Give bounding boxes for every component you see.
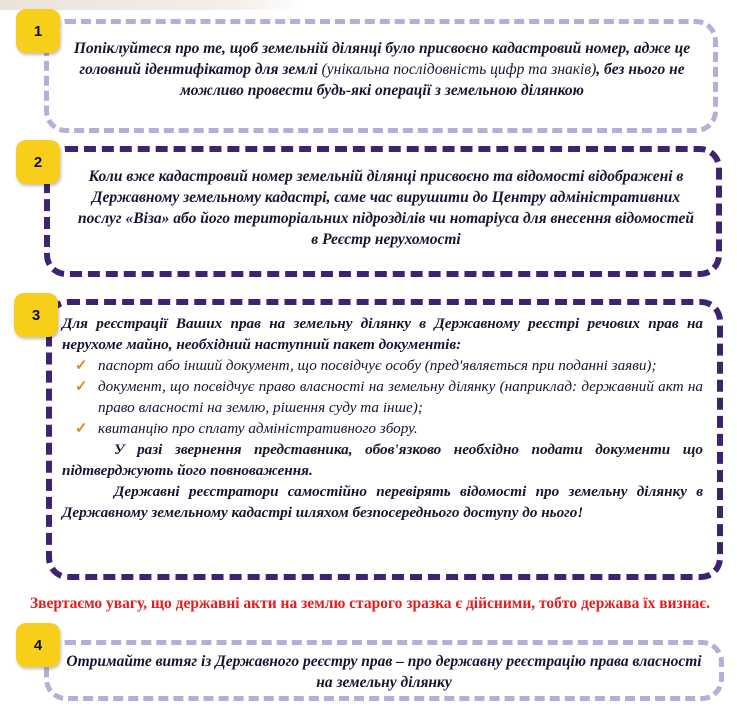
step-3-content xyxy=(62,313,703,523)
list-item: ✓ квитанцію про сплату адміністративного збору. xyxy=(75,420,418,437)
step-2-badge: 2 xyxy=(16,140,60,184)
step-4-badge: 4 xyxy=(16,623,60,667)
step-1-tail: , без нього не можливо провести будь-які операції з земельною ділянкою xyxy=(180,61,685,99)
list-item: ✓ паспорт або інший документ, що посвідчує особу (пред'являється при поданні заяви); xyxy=(75,357,657,374)
checkmark-icon: ✓ xyxy=(75,357,88,374)
step-3-box xyxy=(46,299,723,580)
registrar-note: Державні реєстратори самостійно перевірять відомості про земельну ділянку в Державному земельному кадастрі шляхом безпосереднього доступу до нього! xyxy=(62,483,703,521)
step-3-badge: 3 xyxy=(14,293,58,337)
step-1-note: (унікальна послідовність цифр та знаків) xyxy=(317,61,597,78)
step-2-text: Коли вже кадастровий номер земельній ділянці присвоєно та відомості відображені в Державному земельному кадастрі, саме час вирушити до Центру адміністративних послуг «Віза» або його територіальних підрозділів чи нотаріуса для внесення відомостей в Реєстр нерухомості xyxy=(78,168,694,248)
step-1-main: Попіклуйтеся про те, щоб земельній ділянці було присвоєно кадастровий номер, адже це головний ідентифікатор для землі xyxy=(73,40,691,78)
list-item: ✓ документ, що посвідчує право власності на земельну ділянку (наприклад: державний акт на право власності на землю, рішення суду та інше); xyxy=(75,378,703,416)
step-2-box xyxy=(44,146,722,277)
representative-note: У разі звернення представника, обов'язково необхідно подати документи що підтверджують його повноваження. xyxy=(62,441,703,479)
step-3-intro: Для реєстрації Ваших прав на земельну ділянку в Державному реєстрі речових прав на нерухоме майно, необхідний наступний пакет документів: xyxy=(62,315,703,353)
step-4-box xyxy=(44,640,724,701)
step-1-box xyxy=(44,19,718,133)
documents-list xyxy=(62,355,703,439)
attention-notice: Звертаємо увагу, що державні акти на землю старого зразка є дійсними, тобто держава їх визнає. xyxy=(29,595,711,612)
checkmark-icon: ✓ xyxy=(75,378,88,395)
step-1-badge: 1 xyxy=(16,9,60,53)
step-4-text: Отримайте витяг із Державного реєстру прав – про державну реєстрацію права власності на земельну ділянку xyxy=(66,653,702,691)
step-1-text xyxy=(63,38,701,101)
checkmark-icon: ✓ xyxy=(75,420,88,437)
